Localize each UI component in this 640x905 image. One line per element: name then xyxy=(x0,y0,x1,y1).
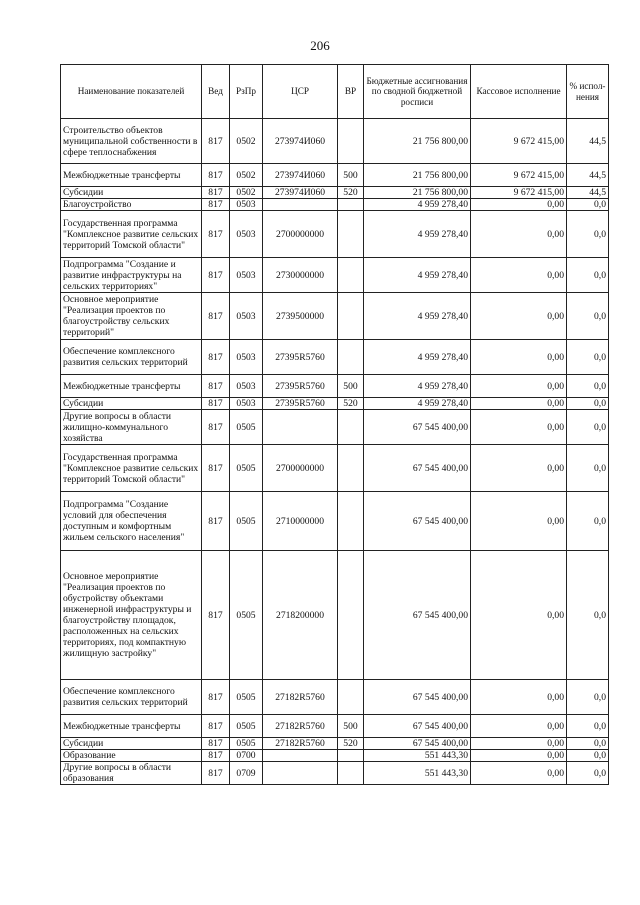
page-number: 206 xyxy=(310,38,330,53)
cell-name: Подпрограмма "Создание и развитие инфраструктуры на сельских территориях" xyxy=(61,258,202,293)
cell-ved: 817 xyxy=(202,738,230,750)
cell-ved: 817 xyxy=(202,211,230,258)
cell-vr xyxy=(338,410,364,445)
cell-vr xyxy=(338,551,364,680)
cell-vr: 500 xyxy=(338,715,364,738)
header-rzpr: РзПр xyxy=(230,65,263,119)
cell-percent: 0,0 xyxy=(567,340,609,375)
cell-ved: 817 xyxy=(202,187,230,199)
cell-percent: 44,5 xyxy=(567,119,609,164)
cell-ved: 817 xyxy=(202,258,230,293)
cell-rzpr: 0700 xyxy=(230,750,263,762)
cell-ved: 817 xyxy=(202,445,230,492)
cell-ved: 817 xyxy=(202,551,230,680)
cell-rzpr: 0505 xyxy=(230,551,263,680)
cell-assignments: 67 545 400,00 xyxy=(364,410,471,445)
cell-vr xyxy=(338,750,364,762)
cell-csr xyxy=(263,199,338,211)
cell-vr xyxy=(338,258,364,293)
cell-vr: 500 xyxy=(338,164,364,187)
table-row xyxy=(61,293,609,340)
cell-assignments: 67 545 400,00 xyxy=(364,715,471,738)
cell-percent: 0,0 xyxy=(567,410,609,445)
cell-ved: 817 xyxy=(202,715,230,738)
cell-name: Межбюджетные трансферты xyxy=(61,375,202,398)
cell-execution: 0,00 xyxy=(471,258,567,293)
cell-assignments: 4 959 278,40 xyxy=(364,398,471,410)
cell-execution: 9 672 415,00 xyxy=(471,187,567,199)
cell-csr: 27182R5760 xyxy=(263,738,338,750)
cell-execution: 9 672 415,00 xyxy=(471,164,567,187)
cell-csr xyxy=(263,410,338,445)
cell-rzpr: 0502 xyxy=(230,187,263,199)
cell-ved: 817 xyxy=(202,293,230,340)
table-row xyxy=(61,551,609,680)
table-row xyxy=(61,715,609,738)
cell-rzpr: 0505 xyxy=(230,492,263,551)
table-row xyxy=(61,211,609,258)
cell-assignments: 4 959 278,40 xyxy=(364,258,471,293)
cell-percent: 0,0 xyxy=(567,492,609,551)
cell-percent: 0,0 xyxy=(567,199,609,211)
cell-execution: 0,00 xyxy=(471,715,567,738)
cell-percent: 0,0 xyxy=(567,551,609,680)
cell-percent: 0,0 xyxy=(567,258,609,293)
cell-vr xyxy=(338,119,364,164)
cell-name: Благоустройство xyxy=(61,199,202,211)
cell-vr: 520 xyxy=(338,738,364,750)
table-row xyxy=(61,340,609,375)
cell-csr: 27395R5760 xyxy=(263,375,338,398)
table-row xyxy=(61,738,609,750)
table-header-row xyxy=(61,65,609,119)
cell-ved: 817 xyxy=(202,762,230,785)
budget-table xyxy=(60,64,609,785)
table-row xyxy=(61,398,609,410)
cell-name: Подпрограмма "Создание условий для обеспечения доступным и комфортным жильем сельского населения" xyxy=(61,492,202,551)
cell-name: Субсидии xyxy=(61,398,202,410)
table-row xyxy=(61,445,609,492)
cell-ved: 817 xyxy=(202,199,230,211)
table-row xyxy=(61,680,609,715)
cell-rzpr: 0503 xyxy=(230,293,263,340)
cell-assignments: 4 959 278,40 xyxy=(364,211,471,258)
cell-percent: 44,5 xyxy=(567,187,609,199)
header-execution: Кассовое исполнение xyxy=(471,65,567,119)
cell-ved: 817 xyxy=(202,164,230,187)
cell-name: Строительство объектов муниципальной собственности в сфере теплоснабжения xyxy=(61,119,202,164)
cell-assignments: 4 959 278,40 xyxy=(364,340,471,375)
cell-execution: 0,00 xyxy=(471,375,567,398)
header-ved: Вед xyxy=(202,65,230,119)
cell-assignments: 67 545 400,00 xyxy=(364,551,471,680)
cell-rzpr: 0505 xyxy=(230,410,263,445)
header-assignments: Бюджетные ассигнования по сводной бюджетной росписи xyxy=(364,65,471,119)
cell-assignments: 67 545 400,00 xyxy=(364,445,471,492)
cell-percent: 0,0 xyxy=(567,750,609,762)
cell-execution: 0,00 xyxy=(471,738,567,750)
cell-name: Другие вопросы в области жилищно-коммунального хозяйства xyxy=(61,410,202,445)
cell-csr: 2710000000 xyxy=(263,492,338,551)
table-row xyxy=(61,375,609,398)
cell-percent: 0,0 xyxy=(567,398,609,410)
cell-rzpr: 0503 xyxy=(230,258,263,293)
cell-assignments: 4 959 278,40 xyxy=(364,293,471,340)
cell-assignments: 551 443,30 xyxy=(364,762,471,785)
table-row xyxy=(61,410,609,445)
cell-vr: 520 xyxy=(338,187,364,199)
header-name: Наименование показателей xyxy=(61,65,202,119)
cell-name: Образование xyxy=(61,750,202,762)
cell-csr: 27395R5760 xyxy=(263,340,338,375)
cell-vr: 500 xyxy=(338,375,364,398)
cell-rzpr: 0503 xyxy=(230,340,263,375)
cell-rzpr: 0505 xyxy=(230,715,263,738)
cell-rzpr: 0503 xyxy=(230,398,263,410)
cell-csr: 2739500000 xyxy=(263,293,338,340)
cell-vr: 520 xyxy=(338,398,364,410)
cell-ved: 817 xyxy=(202,492,230,551)
cell-execution: 0,00 xyxy=(471,340,567,375)
cell-name: Обеспечение комплексного развития сельских территорий xyxy=(61,340,202,375)
cell-vr xyxy=(338,445,364,492)
cell-csr: 273974И060 xyxy=(263,164,338,187)
cell-name: Основное мероприятие "Реализация проектов по благоустройству сельских территорий" xyxy=(61,293,202,340)
cell-rzpr: 0709 xyxy=(230,762,263,785)
header-csr: ЦСР xyxy=(263,65,338,119)
cell-assignments: 67 545 400,00 xyxy=(364,492,471,551)
cell-assignments: 551 443,30 xyxy=(364,750,471,762)
table-row xyxy=(61,750,609,762)
cell-execution: 0,00 xyxy=(471,492,567,551)
cell-csr: 2730000000 xyxy=(263,258,338,293)
cell-name: Обеспечение комплексного развития сельских территорий xyxy=(61,680,202,715)
cell-assignments: 4 959 278,40 xyxy=(364,199,471,211)
cell-vr xyxy=(338,293,364,340)
header-percent: % испол-нения xyxy=(567,65,609,119)
cell-vr xyxy=(338,680,364,715)
cell-rzpr: 0505 xyxy=(230,445,263,492)
cell-csr: 27182R5760 xyxy=(263,715,338,738)
cell-assignments: 21 756 800,00 xyxy=(364,119,471,164)
cell-name: Межбюджетные трансферты xyxy=(61,164,202,187)
cell-rzpr: 0502 xyxy=(230,119,263,164)
cell-csr: 2700000000 xyxy=(263,445,338,492)
table-row xyxy=(61,199,609,211)
cell-name: Государственная программа "Комплексное развитие сельских территорий Томской области" xyxy=(61,445,202,492)
cell-execution: 0,00 xyxy=(471,445,567,492)
cell-csr: 273974И060 xyxy=(263,119,338,164)
cell-execution: 0,00 xyxy=(471,199,567,211)
table-row xyxy=(61,492,609,551)
header-vr: ВР xyxy=(338,65,364,119)
cell-rzpr: 0503 xyxy=(230,199,263,211)
cell-assignments: 67 545 400,00 xyxy=(364,738,471,750)
cell-execution: 0,00 xyxy=(471,750,567,762)
cell-csr: 2700000000 xyxy=(263,211,338,258)
cell-percent: 0,0 xyxy=(567,211,609,258)
cell-assignments: 67 545 400,00 xyxy=(364,680,471,715)
cell-vr xyxy=(338,340,364,375)
cell-csr xyxy=(263,762,338,785)
cell-rzpr: 0503 xyxy=(230,375,263,398)
cell-csr: 2718200000 xyxy=(263,551,338,680)
cell-rzpr: 0505 xyxy=(230,738,263,750)
cell-ved: 817 xyxy=(202,119,230,164)
cell-percent: 0,0 xyxy=(567,680,609,715)
cell-execution: 0,00 xyxy=(471,680,567,715)
cell-ved: 817 xyxy=(202,410,230,445)
cell-name: Субсидии xyxy=(61,187,202,199)
table-row xyxy=(61,164,609,187)
cell-ved: 817 xyxy=(202,680,230,715)
cell-csr: 27182R5760 xyxy=(263,680,338,715)
cell-rzpr: 0503 xyxy=(230,211,263,258)
table-row xyxy=(61,762,609,785)
cell-execution: 0,00 xyxy=(471,551,567,680)
cell-assignments: 21 756 800,00 xyxy=(364,164,471,187)
cell-execution: 0,00 xyxy=(471,211,567,258)
cell-execution: 0,00 xyxy=(471,410,567,445)
cell-csr: 273974И060 xyxy=(263,187,338,199)
cell-ved: 817 xyxy=(202,340,230,375)
cell-name: Государственная программа "Комплексное развитие сельских территорий Томской области" xyxy=(61,211,202,258)
cell-ved: 817 xyxy=(202,398,230,410)
table-row xyxy=(61,187,609,199)
cell-vr xyxy=(338,762,364,785)
cell-percent: 44,5 xyxy=(567,164,609,187)
cell-vr xyxy=(338,199,364,211)
cell-vr xyxy=(338,492,364,551)
cell-vr xyxy=(338,211,364,258)
cell-ved: 817 xyxy=(202,375,230,398)
cell-csr: 27395R5760 xyxy=(263,398,338,410)
cell-execution: 0,00 xyxy=(471,762,567,785)
cell-execution: 9 672 415,00 xyxy=(471,119,567,164)
cell-name: Другие вопросы в области образования xyxy=(61,762,202,785)
cell-ved: 817 xyxy=(202,750,230,762)
cell-name: Субсидии xyxy=(61,738,202,750)
cell-execution: 0,00 xyxy=(471,293,567,340)
cell-percent: 0,0 xyxy=(567,445,609,492)
table-row xyxy=(61,258,609,293)
cell-rzpr: 0502 xyxy=(230,164,263,187)
table-row xyxy=(61,119,609,164)
cell-execution: 0,00 xyxy=(471,398,567,410)
cell-percent: 0,0 xyxy=(567,738,609,750)
cell-assignments: 21 756 800,00 xyxy=(364,187,471,199)
cell-rzpr: 0505 xyxy=(230,680,263,715)
cell-assignments: 4 959 278,40 xyxy=(364,375,471,398)
cell-name: Основное мероприятие "Реализация проектов по обустройству объектами инженерной инфраструктуры и благоустройству площадок, расположенных на сельских территориях, под компактную жилищную застройку" xyxy=(61,551,202,680)
cell-percent: 0,0 xyxy=(567,715,609,738)
cell-percent: 0,0 xyxy=(567,293,609,340)
cell-percent: 0,0 xyxy=(567,762,609,785)
cell-csr xyxy=(263,750,338,762)
cell-name: Межбюджетные трансферты xyxy=(61,715,202,738)
cell-percent: 0,0 xyxy=(567,375,609,398)
